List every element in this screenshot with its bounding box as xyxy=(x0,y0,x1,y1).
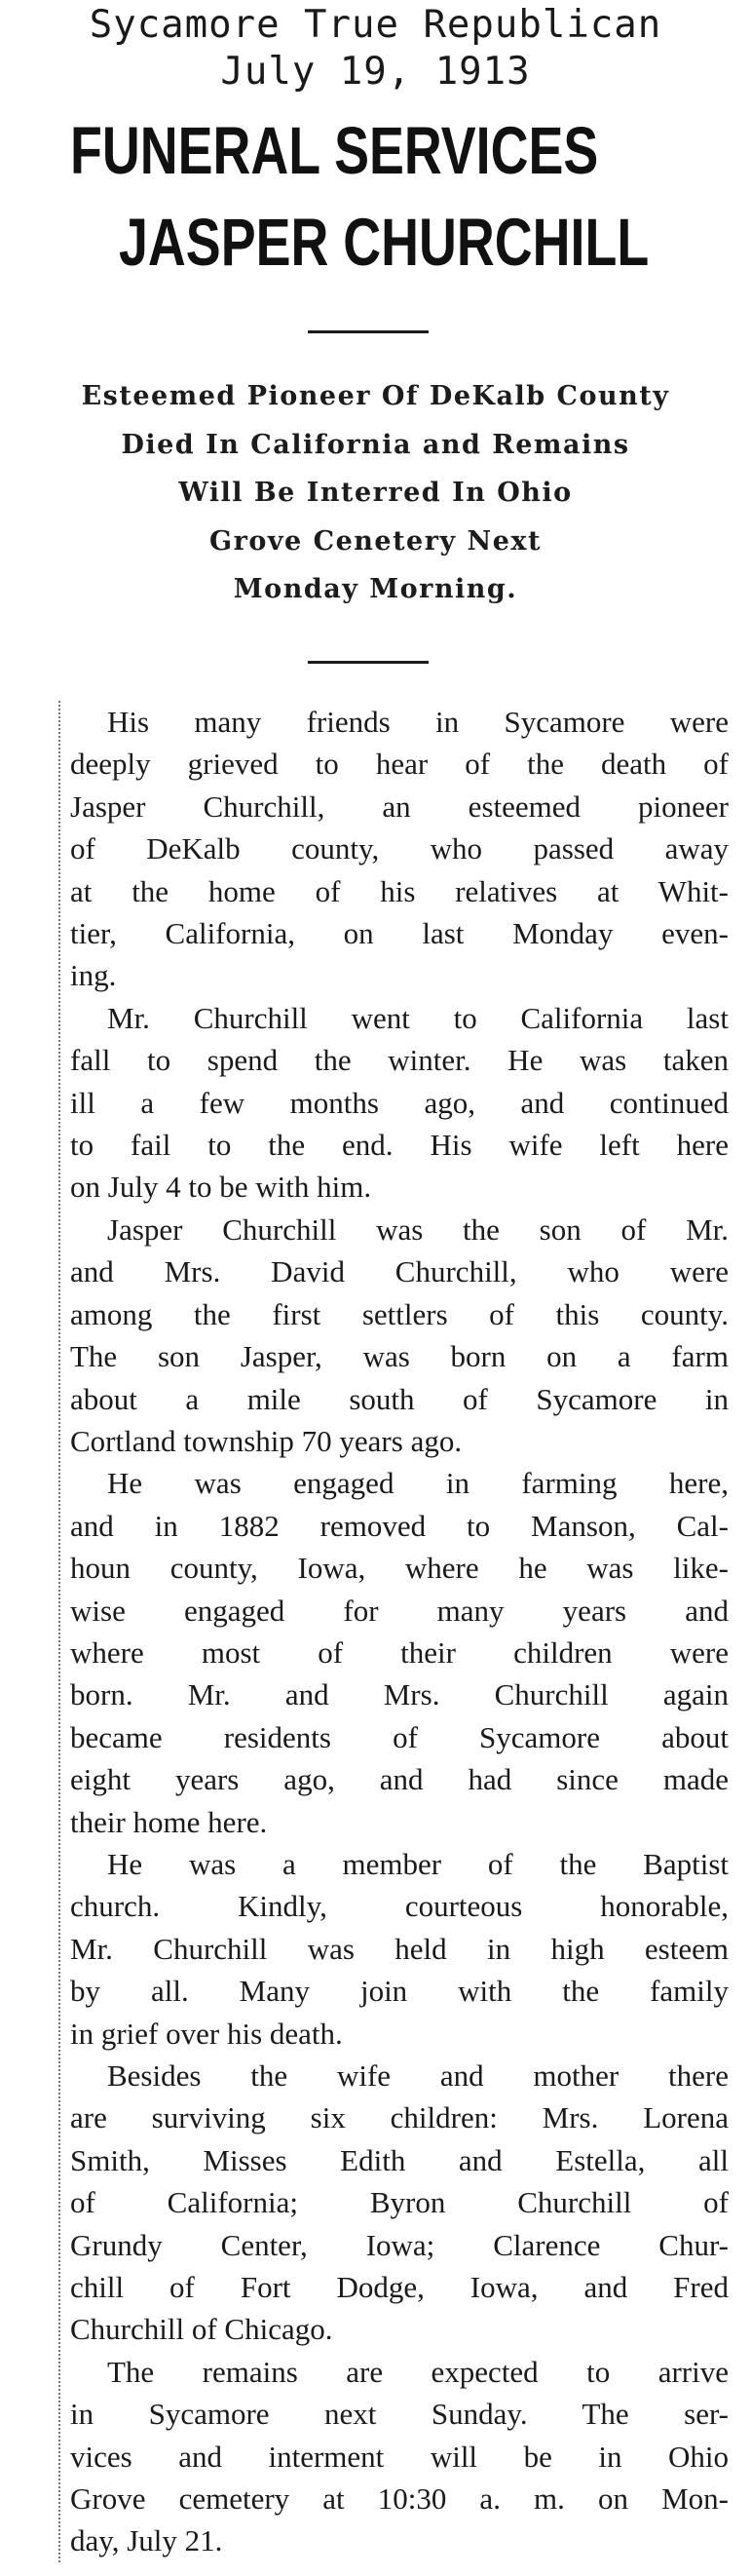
article-line: on July 4 to be with him. xyxy=(70,1170,372,1205)
subheadline-line: Monday Morning. xyxy=(233,574,518,604)
article-line: of California; Byron Churchill of xyxy=(70,2185,729,2220)
article-line: His many friends in Sycamore were xyxy=(107,705,729,739)
article-line: Mr. Churchill was held in high esteem xyxy=(70,1931,729,1966)
article-line: Churchill of Chicago. xyxy=(70,2312,333,2347)
article-line: Jasper Churchill, an esteemed pioneer xyxy=(70,788,729,824)
article-line: deeply grieved to hear of the death of xyxy=(70,747,729,782)
article-line: The son Jasper, was born on a farm xyxy=(70,1339,729,1374)
article-line: Besides the wife and mother there xyxy=(107,2058,729,2093)
article-line: He was a member of the Baptist xyxy=(107,1846,729,1881)
article-paragraph xyxy=(70,2351,729,2562)
headline-line-1: FUNERAL SERVICES xyxy=(70,113,599,188)
article-line: fall to spend the winter. He was taken xyxy=(70,1043,729,1078)
article-line: among the first settlers of this county. xyxy=(70,1296,729,1331)
article-paragraph xyxy=(70,701,729,997)
article-paragraph xyxy=(70,1843,729,2055)
subheadline-line: Will Be Interred In Ohio xyxy=(178,478,573,508)
subheadline-line: Died In California and Remains xyxy=(121,429,630,460)
article-line: and in 1882 removed to Manson, Cal- xyxy=(70,1508,729,1543)
divider-rule-top xyxy=(308,330,429,333)
article-body xyxy=(58,701,729,2562)
article-line: eight years ago, and had since made xyxy=(70,1762,729,1797)
article-line: at the home of his relatives at Whit- xyxy=(70,873,729,908)
article-paragraph xyxy=(70,1209,729,1462)
article-line: in Sycamore next Sunday. The ser- xyxy=(70,2397,729,2432)
article-line: Grundy Center, Iowa; Clarence Chur- xyxy=(70,2227,729,2262)
article-line: ill a few months ago, and continued xyxy=(70,1085,729,1120)
article-paragraph xyxy=(70,997,729,1209)
article-line: Mr. Churchill went to California last xyxy=(107,1000,729,1035)
article-paragraph xyxy=(70,1462,729,1843)
publication-name: Sycamore True Republican xyxy=(89,3,662,47)
subheadline xyxy=(0,372,751,614)
article-line: He was engaged in farming here, xyxy=(107,1466,729,1501)
article-line: ing. xyxy=(70,958,117,993)
article-line: vices and interment will be in Ohio xyxy=(70,2439,729,2474)
article-line: Smith, Misses Edith and Estella, all xyxy=(70,2142,729,2177)
article-line: Grove cemetery at 10:30 a. m. on Mon- xyxy=(70,2481,729,2517)
article-line: and Mrs. David Churchill, who were xyxy=(70,1254,729,1289)
article-line: are surviving six children: Mrs. Lorena xyxy=(70,2100,729,2135)
article-line: chill of Fort Dodge, Iowa, and Fred xyxy=(70,2270,729,2305)
article-line: became residents of Sycamore about xyxy=(70,1719,729,1754)
article-line: where most of their children were xyxy=(70,1634,729,1670)
article-line: houn county, Iowa, where he was like- xyxy=(70,1551,729,1586)
publication-date: July 19, 1913 xyxy=(220,50,531,94)
subheadline-line: Esteemed Pioneer Of DeKalb County xyxy=(81,381,670,411)
article-line: day, July 21. xyxy=(70,2523,223,2558)
article-line: Jasper Churchill was the son of Mr. xyxy=(107,1211,729,1247)
article-line: in grief over his death. xyxy=(70,2016,343,2051)
divider-rule-bottom xyxy=(308,661,429,664)
article-line: tier, California, on last Monday even- xyxy=(70,916,729,951)
article-paragraph xyxy=(70,2055,729,2351)
article-line: wise engaged for many years and xyxy=(70,1593,729,1628)
headline-line-2: JASPER CHURCHILL xyxy=(119,205,650,280)
article-line: their home here. xyxy=(70,1804,268,1839)
article-line: by all. Many join with the family xyxy=(70,1974,729,2009)
article-line: Cortland township 70 years ago. xyxy=(70,1423,463,1458)
article-line: church. Kindly, courteous honorable, xyxy=(70,1889,729,1924)
article-line: to fail to the end. His wife left here xyxy=(70,1128,729,1163)
article-line: of DeKalb county, who passed away xyxy=(70,831,729,866)
article-line: The remains are expected to arrive xyxy=(107,2354,729,2389)
article-line: about a mile south of Sycamore in xyxy=(70,1381,729,1416)
article-line: born. Mr. and Mrs. Churchill again xyxy=(70,1677,729,1712)
subheadline-line: Grove Cenetery Next xyxy=(209,525,542,557)
